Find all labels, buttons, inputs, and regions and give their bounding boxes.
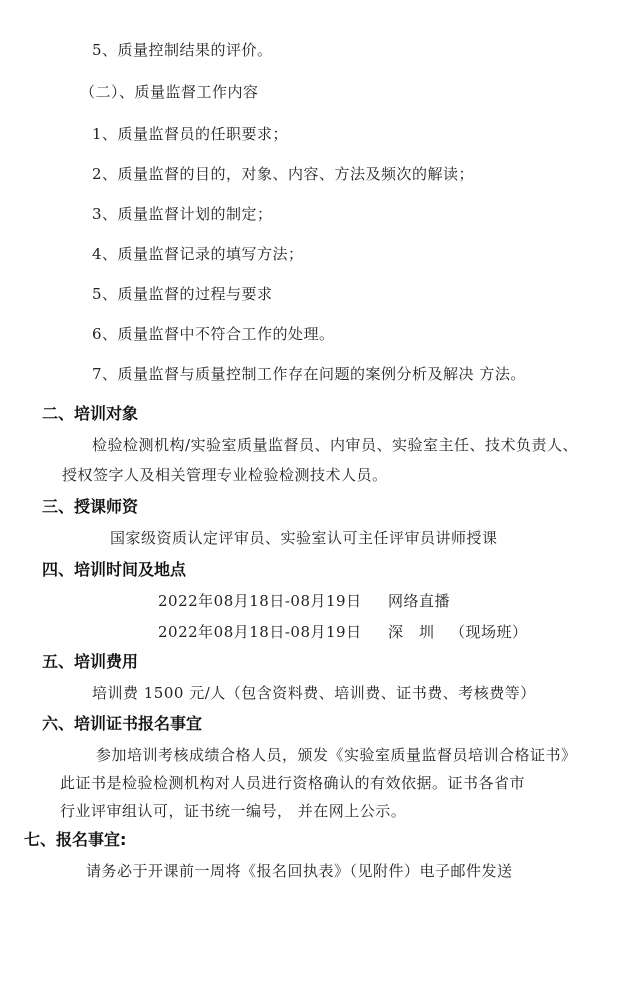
paragraph-line: 国家级资质认定评审员、实验室认可主任评审员讲师授课	[110, 529, 498, 547]
list-item: 5、质量控制结果的评价。	[92, 41, 273, 59]
section-heading-registration: 七、报名事宜:	[24, 830, 127, 849]
section-heading-schedule: 四、培训时间及地点	[42, 560, 187, 579]
paragraph-line: 检验检测机构/实验室质量监督员、内审员、实验室主任、技术负责人、	[92, 436, 579, 454]
schedule-place: 网络直播	[388, 592, 451, 610]
section-heading-target: 二、培训对象	[42, 404, 139, 423]
paragraph-line: 参加培训考核成绩合格人员，颁发《实验室质量监督员培训合格证书》	[96, 746, 577, 764]
list-item: 2、质量监督的目的，对象、内容、方法及频次的解读；	[92, 165, 475, 183]
list-item: 7、质量监督与质量控制工作存在问题的案例分析及解决 方法。	[92, 365, 526, 383]
paragraph-line: 请务必于开课前一周将《报名回执表》（见附件）电子邮件发送	[86, 862, 513, 880]
list-item: 6、质量监督中不符合工作的处理。	[92, 325, 335, 343]
section-heading-fee: 五、培训费用	[42, 652, 139, 671]
schedule-note: （现场班）	[450, 623, 528, 641]
schedule-row	[158, 622, 528, 642]
paragraph-line: 行业评审组认可，证书统一编号， 并在网上公示。	[60, 802, 407, 820]
list-item: 1、质量监督员的任职要求；	[92, 125, 289, 143]
paragraph-line: 此证书是检验检测机构对人员进行资格确认的有效依据。证书各省市	[60, 774, 526, 792]
section-heading-teachers: 三、授课师资	[42, 497, 139, 516]
schedule-place: 深 圳	[388, 623, 435, 641]
paragraph-line: 培训费 1500 元/人（包含资料费、培训费、证书费、考核费等）	[92, 684, 536, 702]
schedule-row	[158, 591, 450, 611]
list-item: 4、质量监督记录的填写方法；	[92, 245, 304, 263]
schedule-date: 2022年08月18日-08月19日	[158, 592, 362, 610]
paragraph-line: 授权签字人及相关管理专业检验检测技术人员。	[62, 466, 388, 484]
section-heading-certificate: 六、培训证书报名事宜	[42, 714, 203, 733]
subsection-heading: （二）、质量监督工作内容	[80, 83, 259, 101]
list-item: 3、质量监督计划的制定；	[92, 205, 273, 223]
schedule-date: 2022年08月18日-08月19日	[158, 623, 362, 641]
list-item: 5、质量监督的过程与要求	[92, 285, 273, 303]
